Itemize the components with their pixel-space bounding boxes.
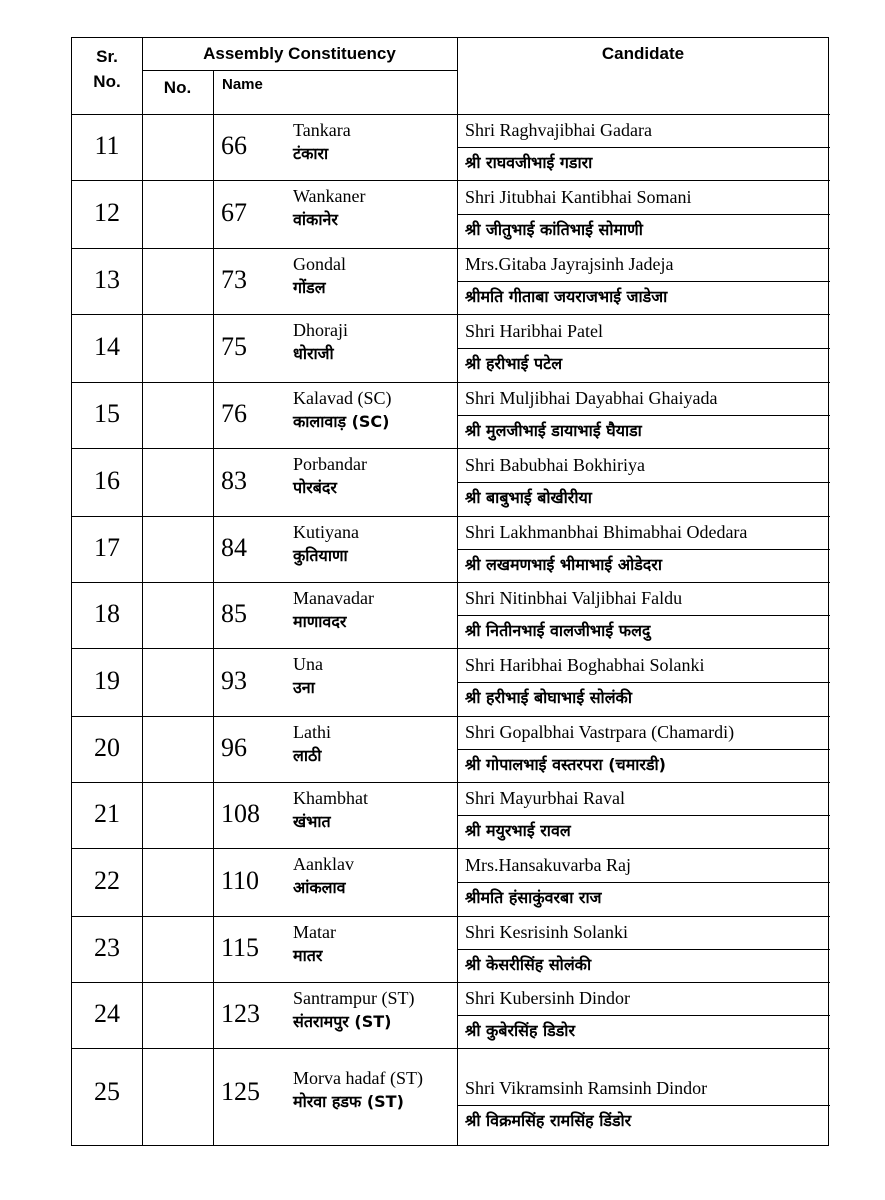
constituency-name-en: Aanklav (293, 854, 354, 874)
candidate-name-en: Shri Raghvajibhai Gadara (465, 120, 652, 140)
constituency-name-hi: मातर (293, 946, 323, 965)
serial-number: 19 (94, 666, 120, 695)
constituency-name-en: Tankara (293, 120, 351, 140)
constituency-number: 93 (221, 666, 247, 695)
constituency-name-hi: पोरबंदर (293, 478, 337, 497)
candidate-divider (457, 949, 830, 950)
candidate-name-en: Shri Muljibhai Dayabhai Ghaiyada (465, 388, 718, 408)
constituency-number: 123 (221, 999, 260, 1028)
row-divider (72, 382, 830, 383)
candidate-divider (457, 549, 830, 550)
constituency-name-en: Khambhat (293, 788, 368, 808)
constituency-name-en: Dhoraji (293, 320, 348, 340)
candidate-divider (457, 682, 830, 683)
candidate-divider (457, 482, 830, 483)
constituency-name-hi: माणावदर (293, 612, 347, 631)
candidate-name-hi: श्री कुबेरसिंह डिडोर (465, 1021, 575, 1040)
candidate-divider (457, 615, 830, 616)
candidate-name-en: Shri Vikramsinh Ramsinh Dindor (465, 1078, 708, 1098)
column-divider (142, 38, 143, 1145)
candidate-name-hi: श्री हरीभाई पटेल (465, 354, 563, 373)
row-divider (72, 648, 830, 649)
candidate-divider (457, 415, 830, 416)
constituency-name-en: Morva hadaf (ST) (293, 1068, 423, 1088)
candidate-name-en: Shri Kesrisinh Solanki (465, 922, 629, 942)
header-ac-name: Name (222, 76, 263, 93)
constituency-name-hi: धोराजी (293, 344, 334, 363)
constituency-name-en: Una (293, 654, 323, 674)
candidate-name-en: Shri Lakhmanbhai Bhimabhai Odedara (465, 522, 748, 542)
candidate-name-en: Mrs.Gitaba Jayrajsinh Jadeja (465, 254, 674, 274)
constituency-name-hi: लाठी (293, 746, 322, 765)
serial-number: 11 (94, 131, 120, 160)
constituency-name-hi: कालावाड़ (SC) (293, 412, 390, 431)
candidate-name-hi: श्री नितीनभाई वालजीभाई फलदु (465, 621, 651, 640)
header-assembly-constituency: Assembly Constituency (203, 44, 396, 63)
constituency-number: 115 (221, 933, 260, 962)
constituency-name-en: Wankaner (293, 186, 366, 206)
constituency-name-hi: कुतियाणा (293, 546, 348, 565)
row-divider (72, 982, 830, 983)
constituency-name-hi: टंकारा (293, 144, 329, 163)
candidate-divider (457, 815, 830, 816)
candidate-name-hi: श्री लखमणभाई भीमाभाई ओडेदरा (465, 555, 662, 574)
constituency-name-hi: गोंडल (293, 278, 326, 297)
constituency-number: 73 (221, 265, 247, 294)
serial-number: 14 (94, 332, 120, 361)
constituency-number: 110 (221, 866, 260, 895)
row-divider (72, 782, 830, 783)
row-divider (72, 1048, 830, 1049)
constituency-name-en: Matar (293, 922, 336, 942)
candidate-name-hi: श्री केसरीसिंह सोलंकी (465, 955, 592, 974)
candidate-name-en: Shri Jitubhai Kantibhai Somani (465, 187, 692, 207)
header-sr-no (72, 44, 142, 94)
row-divider (72, 314, 830, 315)
header-sr-line2: No. (93, 72, 121, 91)
candidate-name-en: Shri Babubhai Bokhiriya (465, 455, 645, 475)
header-sr-line1: Sr. (96, 47, 118, 66)
constituency-number: 84 (221, 533, 247, 562)
constituency-name-hi: खंभात (293, 812, 331, 831)
serial-number: 18 (94, 599, 120, 628)
header-bottom-border (72, 114, 830, 115)
candidate-table (71, 37, 829, 1146)
header-candidate: Candidate (601, 44, 685, 63)
serial-number: 16 (94, 466, 120, 495)
candidate-name-en: Shri Mayurbhai Raval (465, 788, 625, 808)
candidate-divider (457, 1105, 830, 1106)
candidate-name-en: Shri Haribhai Boghabhai Solanki (465, 655, 705, 675)
constituency-name-hi: आंकलाव (293, 878, 346, 897)
row-divider (72, 716, 830, 717)
candidate-divider (457, 1015, 830, 1016)
constituency-name-en: Gondal (293, 254, 346, 274)
candidate-name-hi: श्री विक्रमसिंह रामसिंह डिंडोर (465, 1111, 632, 1130)
constituency-number: 76 (221, 399, 247, 428)
candidate-name-hi: श्री राघवजीभाई गडारा (465, 153, 593, 172)
constituency-name-en: Santrampur (ST) (293, 988, 415, 1008)
candidate-name-en: Shri Kubersinh Dindor (465, 988, 630, 1008)
serial-number: 17 (94, 533, 120, 562)
candidate-name-hi: श्रीमति गीताबा जयराजभाई जाडेजा (465, 287, 668, 306)
serial-number: 13 (94, 265, 120, 294)
candidate-name-hi: श्री हरीभाई बोघाभाई सोलंकी (465, 688, 632, 707)
serial-number: 12 (94, 198, 120, 227)
constituency-number: 125 (221, 1076, 260, 1106)
candidate-divider (457, 348, 830, 349)
candidate-name-hi: श्री गोपालभाई वस्तरपरा (चमारडी) (465, 755, 666, 774)
serial-number: 24 (94, 999, 120, 1028)
candidate-name-en: Mrs.Hansakuvarba Raj (465, 855, 631, 875)
constituency-name-hi: वांकानेर (293, 210, 338, 229)
candidate-divider (457, 214, 830, 215)
serial-number: 15 (94, 399, 120, 428)
row-divider (72, 516, 830, 517)
constituency-name-en: Porbandar (293, 454, 367, 474)
column-divider (213, 70, 214, 114)
candidate-name-en: Shri Nitinbhai Valjibhai Faldu (465, 588, 683, 608)
candidate-name-hi: श्री मुलजीभाई डायाभाई घैयाडा (465, 421, 642, 440)
row-divider (72, 180, 830, 181)
constituency-name-hi: उना (293, 678, 315, 697)
row-divider (72, 582, 830, 583)
candidate-name-en: Shri Haribhai Patel (465, 321, 603, 341)
serial-number: 22 (94, 866, 120, 895)
header-divider (142, 70, 457, 71)
constituency-name-en: Lathi (293, 722, 331, 742)
serial-number: 23 (94, 933, 120, 962)
row-divider (72, 848, 830, 849)
candidate-name-hi: श्री जीतुभाई कांतिभाई सोमाणी (465, 220, 643, 239)
candidate-name-en: Shri Gopalbhai Vastrpara (Chamardi) (465, 722, 735, 742)
constituency-number: 67 (221, 198, 247, 227)
candidate-divider (457, 147, 830, 148)
constituency-number: 83 (221, 466, 247, 495)
constituency-number: 85 (221, 599, 247, 628)
candidate-name-hi: श्री मयुरभाई रावल (465, 821, 571, 840)
serial-number: 25 (94, 1076, 120, 1106)
candidate-divider (457, 882, 830, 883)
constituency-number: 66 (221, 131, 247, 160)
constituency-number: 75 (221, 332, 247, 361)
constituency-name-hi: मोरवा हडफ (ST) (293, 1092, 404, 1111)
row-divider (72, 916, 830, 917)
candidate-name-hi: श्रीमति हंसाकुंवरबा राज (465, 888, 602, 907)
candidate-divider (457, 749, 830, 750)
constituency-name-en: Kalavad (SC) (293, 388, 392, 408)
constituency-number: 108 (221, 799, 260, 828)
constituency-name-en: Manavadar (293, 588, 374, 608)
candidate-name-hi: श्री बाबुभाई बोखीरीया (465, 488, 592, 507)
candidate-divider (457, 281, 830, 282)
constituency-name-en: Kutiyana (293, 522, 359, 542)
row-divider (72, 448, 830, 449)
header-ac-no: No. (163, 78, 192, 97)
constituency-name-hi: संतरामपुर (ST) (293, 1012, 392, 1031)
row-divider (72, 248, 830, 249)
serial-number: 21 (94, 799, 120, 828)
constituency-number: 96 (221, 733, 247, 762)
serial-number: 20 (94, 733, 120, 762)
